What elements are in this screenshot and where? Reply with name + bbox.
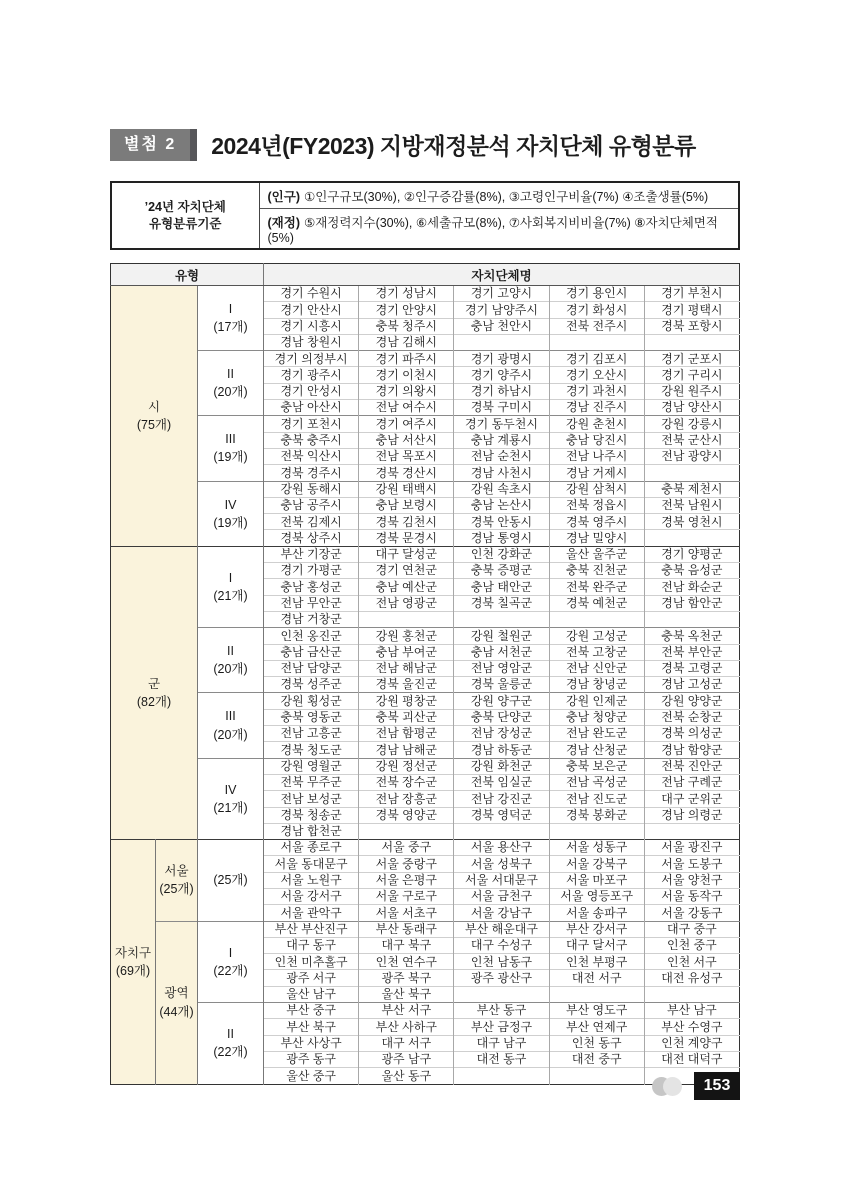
entity-name-cell: 광주 서구 bbox=[264, 970, 359, 986]
entity-name-cell: 서울 서초구 bbox=[359, 905, 454, 921]
entity-name-cell: 광주 동구 bbox=[264, 1051, 359, 1067]
entity-name-cell: 울산 북구 bbox=[359, 986, 454, 1002]
entity-name-cell: 경북 영천시 bbox=[644, 514, 739, 530]
entity-name-cell: 전북 정읍시 bbox=[549, 497, 644, 513]
entity-name-cell: 대구 달성군 bbox=[359, 546, 454, 562]
entity-name-cell: 경기 포천시 bbox=[264, 416, 359, 432]
entity-name-cell: 서울 양천구 bbox=[644, 872, 739, 888]
subtype-cell: I (22개) bbox=[198, 921, 264, 1002]
entity-name-cell: 대구 중구 bbox=[644, 921, 739, 937]
entity-name-cell: 전남 순천시 bbox=[454, 448, 549, 464]
entity-name-cell: 부산 수영구 bbox=[644, 1019, 739, 1035]
entity-name-cell: 경북 봉화군 bbox=[549, 807, 644, 823]
empty-cell bbox=[549, 823, 644, 839]
entity-name-cell: 강원 고성군 bbox=[549, 628, 644, 644]
entity-name-cell: 전북 순창군 bbox=[644, 709, 739, 725]
entity-name-cell: 경남 고성군 bbox=[644, 677, 739, 693]
empty-cell bbox=[359, 823, 454, 839]
entity-name-cell: 경북 예천군 bbox=[549, 595, 644, 611]
entity-name-cell: 경기 안산시 bbox=[264, 302, 359, 318]
page-content bbox=[110, 128, 740, 1085]
entity-name-cell: 부산 동래구 bbox=[359, 921, 454, 937]
subtype-cell: II (20개) bbox=[198, 351, 264, 416]
entity-name-cell: 서울 노원구 bbox=[264, 872, 359, 888]
entity-name-cell: 서울 동작구 bbox=[644, 888, 739, 904]
table-row bbox=[111, 416, 740, 432]
entity-name-cell: 충남 서천군 bbox=[454, 644, 549, 660]
table-row bbox=[111, 286, 740, 302]
entity-name-cell: 전북 무주군 bbox=[264, 774, 359, 790]
entity-name-cell: 충남 계룡시 bbox=[454, 432, 549, 448]
entity-name-cell: 경북 경주시 bbox=[264, 465, 359, 481]
empty-cell bbox=[549, 334, 644, 350]
entity-name-cell: 서울 광진구 bbox=[644, 840, 739, 856]
entity-name-cell: 전북 장수군 bbox=[359, 774, 454, 790]
entity-name-cell: 전남 신안군 bbox=[549, 660, 644, 676]
entity-name-cell: 충남 청양군 bbox=[549, 709, 644, 725]
subtype-cell: I (17개) bbox=[198, 286, 264, 351]
entity-name-cell: 경북 청송군 bbox=[264, 807, 359, 823]
entity-name-cell: 강원 춘천시 bbox=[549, 416, 644, 432]
entity-name-cell: 인천 남동구 bbox=[454, 954, 549, 970]
entity-name-cell: 전남 여수시 bbox=[359, 400, 454, 416]
entity-name-cell: 전남 곡성군 bbox=[549, 774, 644, 790]
entity-name-cell: 경기 평택시 bbox=[644, 302, 739, 318]
entity-name-cell: 전북 군산시 bbox=[644, 432, 739, 448]
entity-name-cell: 서울 강서구 bbox=[264, 888, 359, 904]
entity-name-cell: 전남 함평군 bbox=[359, 726, 454, 742]
table-row bbox=[111, 628, 740, 644]
entity-name-cell: 강원 속초시 bbox=[454, 481, 549, 497]
group-type-cell: 시 (75개) bbox=[111, 286, 198, 547]
entity-name-cell: 경기 양주시 bbox=[454, 367, 549, 383]
entity-name-cell: 서울 은평구 bbox=[359, 872, 454, 888]
entity-name-cell: 전남 화순군 bbox=[644, 579, 739, 595]
entity-name-cell: 전남 강진군 bbox=[454, 791, 549, 807]
entity-name-cell: 서울 종로구 bbox=[264, 840, 359, 856]
entity-name-cell: 경기 가평군 bbox=[264, 563, 359, 579]
entity-name-cell: 경기 광명시 bbox=[454, 351, 549, 367]
entity-name-cell: 부산 남구 bbox=[644, 1003, 739, 1019]
entity-name-cell: 충북 괴산군 bbox=[359, 709, 454, 725]
entity-name-cell: 부산 연제구 bbox=[549, 1019, 644, 1035]
entity-name-cell: 충북 보은군 bbox=[549, 758, 644, 774]
entity-name-cell: 경기 이천시 bbox=[359, 367, 454, 383]
entity-name-cell: 충북 증평군 bbox=[454, 563, 549, 579]
subtype-cell: IV (19개) bbox=[198, 481, 264, 546]
entity-name-cell: 경기 연천군 bbox=[359, 563, 454, 579]
classification-table-body bbox=[111, 286, 740, 1085]
criteria-text-cell: (인구) ①인구규모(30%), ②인구증감률(8%), ③고령인구비율(7%) ④조출생률(5%) bbox=[267, 189, 709, 204]
entity-name-cell: 강원 평창군 bbox=[359, 693, 454, 709]
entity-name-cell: 강원 양양군 bbox=[644, 693, 739, 709]
subtype-cell: IV (21개) bbox=[198, 758, 264, 839]
entity-name-cell: 서울 마포구 bbox=[549, 872, 644, 888]
entity-name-cell: 인천 서구 bbox=[644, 954, 739, 970]
entity-name-cell: 경북 영주시 bbox=[549, 514, 644, 530]
entity-name-cell: 서울 중구 bbox=[359, 840, 454, 856]
entity-name-cell: 경북 상주시 bbox=[264, 530, 359, 546]
entity-name-cell: 전북 전주시 bbox=[549, 318, 644, 334]
entity-name-cell: 전남 목포시 bbox=[359, 448, 454, 464]
entity-name-cell: 강원 태백시 bbox=[359, 481, 454, 497]
table-row bbox=[111, 840, 740, 856]
entity-name-cell: 충남 예산군 bbox=[359, 579, 454, 595]
empty-cell bbox=[644, 823, 739, 839]
criteria-box bbox=[110, 181, 740, 250]
entity-name-cell: 경남 창원시 bbox=[264, 334, 359, 350]
entity-name-cell: 전북 남원시 bbox=[644, 497, 739, 513]
entity-name-cell: 부산 강서구 bbox=[549, 921, 644, 937]
subtype-cell: III (20개) bbox=[198, 693, 264, 758]
entity-name-cell: 울산 남구 bbox=[264, 986, 359, 1002]
entity-name-cell: 충남 공주시 bbox=[264, 497, 359, 513]
entity-name-cell: 광주 광산구 bbox=[454, 970, 549, 986]
entity-name-cell: 전남 구례군 bbox=[644, 774, 739, 790]
page-footer bbox=[110, 1072, 740, 1102]
table-row bbox=[111, 546, 740, 562]
entity-name-cell: 강원 삼척시 bbox=[549, 481, 644, 497]
entity-name-cell: 경남 밀양시 bbox=[549, 530, 644, 546]
entity-name-cell: 전남 장성군 bbox=[454, 726, 549, 742]
entity-name-cell: 경기 여주시 bbox=[359, 416, 454, 432]
entity-name-cell: 인천 연수구 bbox=[359, 954, 454, 970]
entity-name-cell: 경남 거제시 bbox=[549, 465, 644, 481]
entity-name-cell: 부산 북구 bbox=[264, 1019, 359, 1035]
entity-name-cell: 경남 함안군 bbox=[644, 595, 739, 611]
table-header-row bbox=[111, 264, 740, 286]
entity-name-cell: 전북 익산시 bbox=[264, 448, 359, 464]
entity-name-cell: 광주 남구 bbox=[359, 1051, 454, 1067]
empty-cell bbox=[454, 986, 549, 1002]
entity-name-cell: 강원 영월군 bbox=[264, 758, 359, 774]
empty-cell bbox=[454, 823, 549, 839]
entity-name-cell: 충남 천안시 bbox=[454, 318, 549, 334]
entity-name-cell: 경기 양평군 bbox=[644, 546, 739, 562]
entity-name-cell: 전북 부안군 bbox=[644, 644, 739, 660]
entity-name-cell: 경북 김천시 bbox=[359, 514, 454, 530]
footer-dot-icon bbox=[663, 1077, 682, 1096]
entity-name-cell: 충남 보령시 bbox=[359, 497, 454, 513]
entity-name-cell: 경남 산청군 bbox=[549, 742, 644, 758]
entity-name-cell: 경남 하동군 bbox=[454, 742, 549, 758]
subgroup-cell: 서울 (25개) bbox=[156, 840, 198, 921]
page-title: 2024년(FY2023) 지방재정분석 자치단체 유형분류 bbox=[211, 133, 696, 159]
classification-table bbox=[110, 263, 740, 1085]
entity-name-cell: 경북 의성군 bbox=[644, 726, 739, 742]
entity-name-cell: 인천 미추홀구 bbox=[264, 954, 359, 970]
criteria-text-cell: (재정) ⑤재정력지수(30%), ⑥세출규모(8%), ⑦사회복지비비율(7%) ⑧자치단체면적(5%) bbox=[259, 209, 739, 250]
entity-name-cell: 대구 동구 bbox=[264, 937, 359, 953]
entity-name-cell: 경기 용인시 bbox=[549, 286, 644, 302]
entity-name-cell: 강원 철원군 bbox=[454, 628, 549, 644]
entity-name-cell: 인천 강화군 bbox=[454, 546, 549, 562]
entity-name-cell: 광주 북구 bbox=[359, 970, 454, 986]
entity-name-cell: 서울 송파구 bbox=[549, 905, 644, 921]
entity-name-cell: 경기 안성시 bbox=[264, 383, 359, 399]
entity-name-cell: 경남 남해군 bbox=[359, 742, 454, 758]
empty-cell bbox=[359, 611, 454, 627]
entity-name-cell: 경북 청도군 bbox=[264, 742, 359, 758]
entity-name-cell: 부산 사상구 bbox=[264, 1035, 359, 1051]
entity-name-cell: 충남 부여군 bbox=[359, 644, 454, 660]
table-row bbox=[111, 1003, 740, 1019]
entity-name-cell: 부산 사하구 bbox=[359, 1019, 454, 1035]
entity-name-cell: 전남 장흥군 bbox=[359, 791, 454, 807]
names-column-header: 자치단체명 bbox=[264, 264, 740, 286]
entity-name-cell: 충남 서산시 bbox=[359, 432, 454, 448]
entity-name-cell: 경기 고양시 bbox=[454, 286, 549, 302]
entity-name-cell: 대전 서구 bbox=[549, 970, 644, 986]
entity-name-cell: 경남 의령군 bbox=[644, 807, 739, 823]
entity-name-cell: 경북 안동시 bbox=[454, 514, 549, 530]
entity-name-cell: 서울 동대문구 bbox=[264, 856, 359, 872]
entity-name-cell: 서울 성동구 bbox=[549, 840, 644, 856]
entity-name-cell: 경기 화성시 bbox=[549, 302, 644, 318]
entity-name-cell: 강원 홍천군 bbox=[359, 628, 454, 644]
empty-cell bbox=[644, 611, 739, 627]
entity-name-cell: 경북 고령군 bbox=[644, 660, 739, 676]
entity-name-cell: 충북 충주시 bbox=[264, 432, 359, 448]
entity-name-cell: 경기 김포시 bbox=[549, 351, 644, 367]
entity-name-cell: 서울 금천구 bbox=[454, 888, 549, 904]
entity-name-cell: 부산 동구 bbox=[454, 1003, 549, 1019]
entity-name-cell: 서울 강남구 bbox=[454, 905, 549, 921]
entity-name-cell: 서울 용산구 bbox=[454, 840, 549, 856]
empty-cell bbox=[549, 611, 644, 627]
entity-name-cell: 경남 합천군 bbox=[264, 823, 359, 839]
entity-name-cell: 경기 안양시 bbox=[359, 302, 454, 318]
entity-name-cell: 충북 청주시 bbox=[359, 318, 454, 334]
entity-name-cell: 충북 영동군 bbox=[264, 709, 359, 725]
entity-name-cell: 경기 하남시 bbox=[454, 383, 549, 399]
entity-name-cell: 대전 동구 bbox=[454, 1051, 549, 1067]
entity-name-cell: 울산 울주군 bbox=[549, 546, 644, 562]
entity-name-cell: 서울 도봉구 bbox=[644, 856, 739, 872]
entity-name-cell: 경남 진주시 bbox=[549, 400, 644, 416]
entity-name-cell: 대구 남구 bbox=[454, 1035, 549, 1051]
table-row bbox=[111, 481, 740, 497]
entity-name-cell: 부산 서구 bbox=[359, 1003, 454, 1019]
entity-name-cell: 경기 의정부시 bbox=[264, 351, 359, 367]
empty-cell bbox=[549, 986, 644, 1002]
entity-name-cell: 강원 횡성군 bbox=[264, 693, 359, 709]
entity-name-cell: 전남 영암군 bbox=[454, 660, 549, 676]
entity-name-cell: 경북 칠곡군 bbox=[454, 595, 549, 611]
entity-name-cell: 인천 계양구 bbox=[644, 1035, 739, 1051]
entity-name-cell: 경기 동두천시 bbox=[454, 416, 549, 432]
empty-cell bbox=[644, 530, 739, 546]
entity-name-cell: 경북 경산시 bbox=[359, 465, 454, 481]
entity-name-cell: 인천 옹진군 bbox=[264, 628, 359, 644]
empty-cell bbox=[454, 334, 549, 350]
entity-name-cell: 서울 강북구 bbox=[549, 856, 644, 872]
subtype-cell: III (19개) bbox=[198, 416, 264, 481]
entity-name-cell: 전남 광양시 bbox=[644, 448, 739, 464]
entity-name-cell: 전남 나주시 bbox=[549, 448, 644, 464]
entity-name-cell: 경기 의왕시 bbox=[359, 383, 454, 399]
entity-name-cell: 전남 해남군 bbox=[359, 660, 454, 676]
entity-name-cell: 경북 영양군 bbox=[359, 807, 454, 823]
entity-name-cell: 경북 성주군 bbox=[264, 677, 359, 693]
entity-name-cell: 경기 성남시 bbox=[359, 286, 454, 302]
entity-name-cell: 서울 서대문구 bbox=[454, 872, 549, 888]
attachment-badge: 별첨 2 bbox=[110, 129, 197, 161]
entity-name-cell: 경기 수원시 bbox=[264, 286, 359, 302]
entity-name-cell: 서울 영등포구 bbox=[549, 888, 644, 904]
empty-cell bbox=[454, 611, 549, 627]
entity-name-cell: 충북 단양군 bbox=[454, 709, 549, 725]
empty-cell bbox=[644, 986, 739, 1002]
entity-name-cell: 경남 창녕군 bbox=[549, 677, 644, 693]
type-column-header: 유형 bbox=[111, 264, 264, 286]
entity-name-cell: 경기 구리시 bbox=[644, 367, 739, 383]
entity-name-cell: 경남 함양군 bbox=[644, 742, 739, 758]
entity-name-cell: 전북 진안군 bbox=[644, 758, 739, 774]
entity-name-cell: 부산 해운대구 bbox=[454, 921, 549, 937]
entity-name-cell: 대구 서구 bbox=[359, 1035, 454, 1051]
entity-name-cell: 경기 오산시 bbox=[549, 367, 644, 383]
entity-name-cell: 충남 금산군 bbox=[264, 644, 359, 660]
entity-name-cell: 전남 진도군 bbox=[549, 791, 644, 807]
entity-name-cell: 대구 북구 bbox=[359, 937, 454, 953]
entity-name-cell: 강원 인제군 bbox=[549, 693, 644, 709]
table-row bbox=[111, 758, 740, 774]
entity-name-cell: 서울 중랑구 bbox=[359, 856, 454, 872]
entity-name-cell: 서울 성북구 bbox=[454, 856, 549, 872]
entity-name-cell: 전남 무안군 bbox=[264, 595, 359, 611]
entity-name-cell: 경북 포항시 bbox=[644, 318, 739, 334]
entity-name-cell: 경북 울진군 bbox=[359, 677, 454, 693]
page-number-box: 153 bbox=[694, 1072, 740, 1100]
empty-cell bbox=[644, 465, 739, 481]
document-header bbox=[110, 128, 740, 161]
entity-name-cell: 강원 원주시 bbox=[644, 383, 739, 399]
entity-name-cell: 충북 음성군 bbox=[644, 563, 739, 579]
entity-name-cell: 부산 금정구 bbox=[454, 1019, 549, 1035]
entity-name-cell: 대전 대덕구 bbox=[644, 1051, 739, 1067]
entity-name-cell: 대구 달서구 bbox=[549, 937, 644, 953]
entity-name-cell: 전남 담양군 bbox=[264, 660, 359, 676]
entity-name-cell: 경북 문경시 bbox=[359, 530, 454, 546]
entity-name-cell: 강원 화천군 bbox=[454, 758, 549, 774]
entity-name-cell: 부산 기장군 bbox=[264, 546, 359, 562]
entity-name-cell: 부산 영도구 bbox=[549, 1003, 644, 1019]
subtype-cell: II (22개) bbox=[198, 1003, 264, 1084]
entity-name-cell: 강원 강릉시 bbox=[644, 416, 739, 432]
entity-name-cell: 경기 과천시 bbox=[549, 383, 644, 399]
criteria-body bbox=[111, 182, 739, 249]
subtype-cell: II (20개) bbox=[198, 628, 264, 693]
entity-name-cell: 충북 제천시 bbox=[644, 481, 739, 497]
entity-name-cell: 전남 보성군 bbox=[264, 791, 359, 807]
table-row bbox=[111, 693, 740, 709]
entity-name-cell: 강원 동해시 bbox=[264, 481, 359, 497]
entity-name-cell: 강원 정선군 bbox=[359, 758, 454, 774]
entity-name-cell: 전북 고창군 bbox=[549, 644, 644, 660]
table-row bbox=[111, 351, 740, 367]
entity-name-cell: 전남 영광군 bbox=[359, 595, 454, 611]
entity-name-cell: 부산 중구 bbox=[264, 1003, 359, 1019]
entity-name-cell: 충남 홍성군 bbox=[264, 579, 359, 595]
entity-name-cell: 경기 파주시 bbox=[359, 351, 454, 367]
entity-name-cell: 경기 광주시 bbox=[264, 367, 359, 383]
entity-name-cell: 서울 구로구 bbox=[359, 888, 454, 904]
entity-name-cell: 경남 양산시 bbox=[644, 400, 739, 416]
criteria-label-cell: ’24년 자치단체 유형분류기준 bbox=[111, 182, 259, 249]
entity-name-cell: 충남 논산시 bbox=[454, 497, 549, 513]
entity-name-cell: 경남 김해시 bbox=[359, 334, 454, 350]
entity-name-cell: 전북 임실군 bbox=[454, 774, 549, 790]
subgroup-cell: 광역 (44개) bbox=[156, 921, 198, 1084]
entity-name-cell: 경북 구미시 bbox=[454, 400, 549, 416]
criteria-row bbox=[111, 182, 739, 209]
entity-name-cell: 울산 동구 bbox=[359, 1068, 454, 1084]
entity-name-cell: 경북 영덕군 bbox=[454, 807, 549, 823]
entity-name-cell: 강원 양구군 bbox=[454, 693, 549, 709]
entity-name-cell: 전남 완도군 bbox=[549, 726, 644, 742]
entity-name-cell: 전북 완주군 bbox=[549, 579, 644, 595]
group-type-cell: 군 (82개) bbox=[111, 546, 198, 839]
entity-name-cell: 인천 중구 bbox=[644, 937, 739, 953]
entity-name-cell: 인천 동구 bbox=[549, 1035, 644, 1051]
table-row bbox=[111, 921, 740, 937]
entity-name-cell: 대구 군위군 bbox=[644, 791, 739, 807]
entity-name-cell: 경남 통영시 bbox=[454, 530, 549, 546]
subtype-cell: I (21개) bbox=[198, 546, 264, 627]
entity-name-cell: 서울 관악구 bbox=[264, 905, 359, 921]
entity-name-cell: 경북 울릉군 bbox=[454, 677, 549, 693]
entity-name-cell: 경기 시흥시 bbox=[264, 318, 359, 334]
entity-name-cell: 전북 김제시 bbox=[264, 514, 359, 530]
entity-name-cell: 대전 유성구 bbox=[644, 970, 739, 986]
entity-name-cell: 경기 군포시 bbox=[644, 351, 739, 367]
entity-name-cell: 경남 사천시 bbox=[454, 465, 549, 481]
entity-name-cell: 충남 당진시 bbox=[549, 432, 644, 448]
subtype-cell: (25개) bbox=[198, 840, 264, 921]
entity-name-cell: 경기 남양주시 bbox=[454, 302, 549, 318]
empty-cell bbox=[644, 334, 739, 350]
entity-name-cell: 충북 진천군 bbox=[549, 563, 644, 579]
entity-name-cell: 충북 옥천군 bbox=[644, 628, 739, 644]
entity-name-cell: 인천 부평구 bbox=[549, 954, 644, 970]
entity-name-cell: 대구 수성구 bbox=[454, 937, 549, 953]
entity-name-cell: 경남 거창군 bbox=[264, 611, 359, 627]
entity-name-cell: 서울 강동구 bbox=[644, 905, 739, 921]
group-type-cell: 자치구 (69개) bbox=[111, 840, 156, 1084]
entity-name-cell: 충남 아산시 bbox=[264, 400, 359, 416]
entity-name-cell: 울산 중구 bbox=[264, 1068, 359, 1084]
entity-name-cell: 부산 부산진구 bbox=[264, 921, 359, 937]
entity-name-cell: 경기 부천시 bbox=[644, 286, 739, 302]
entity-name-cell: 충남 태안군 bbox=[454, 579, 549, 595]
entity-name-cell: 대전 중구 bbox=[549, 1051, 644, 1067]
entity-name-cell: 전남 고흥군 bbox=[264, 726, 359, 742]
